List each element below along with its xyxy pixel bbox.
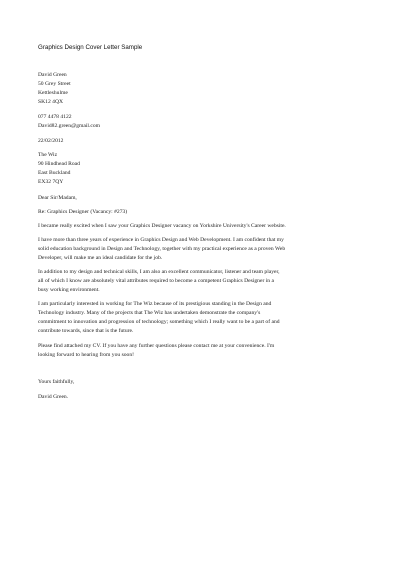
paragraph-line: Developer, will make me an ideal candidate for the job. (38, 255, 163, 261)
recipient-street: 90 Hindhead Road (38, 161, 80, 167)
paragraph-line: looking forward to hearing from you soon! (38, 352, 135, 358)
paragraph-line: I have more than three years of experience in Graphics Design and Web Development. I am confident that my (38, 237, 284, 243)
paragraph-line: In addition to my design and technical skills, I am also an excellent communicator, listener and team player, (38, 269, 280, 275)
recipient-postcode: EX32 7QY (38, 179, 64, 185)
signature: David Green. (38, 394, 69, 400)
paragraph-line: I am particularly interested in working for The Wiz because of its prestigious standing in the Design and (38, 301, 272, 307)
letter-date: 22/02/2012 (38, 138, 64, 144)
subject-line: Re: Graphics Designer (Vacancy: #273) (38, 209, 128, 215)
salutation: Dear Sir/Madam, (38, 195, 77, 201)
sender-town: Kettleshulme (38, 90, 68, 96)
paragraph-line: all of which I know are absolutely vital attributes required to become a competent Graphics Designer in a (38, 278, 274, 284)
paragraph-line: Technology industry. Many of the projects that The Wiz has undertaken demonstrate the company's (38, 310, 261, 316)
sender-street: 50 Grey Street (38, 81, 71, 87)
paragraph-line: commitment to innovation and progression of technology; something which I really want to be a part of and (38, 319, 280, 325)
sender-postcode: SK12 4QX (38, 99, 64, 105)
sender-name: David Green (38, 72, 67, 78)
closing: Yours faithfully, (38, 379, 75, 385)
sender-email: David82.green@gmail.com (38, 123, 101, 129)
paragraph-line: contribute towards, since that is the future. (38, 328, 134, 334)
recipient-town: East Buckland (38, 170, 71, 176)
paragraph-line: solid education background in Design and Technology, together with my practical experience as a proven Web (38, 246, 286, 252)
paragraph-line: I became really excited when I saw your Graphics Designer vacancy on Yorkshire University's Career website. (38, 223, 286, 229)
document-title: Graphics Design Cover Letter Sample (38, 44, 143, 51)
paragraph-line: busy working environment. (38, 287, 100, 293)
sender-phone: 077 4478 4122 (38, 114, 72, 120)
paragraph-line: Please find attached my CV. If you have any further questions please contact me at your convenience. I'm (38, 343, 275, 349)
recipient-company: The Wiz (38, 152, 58, 158)
